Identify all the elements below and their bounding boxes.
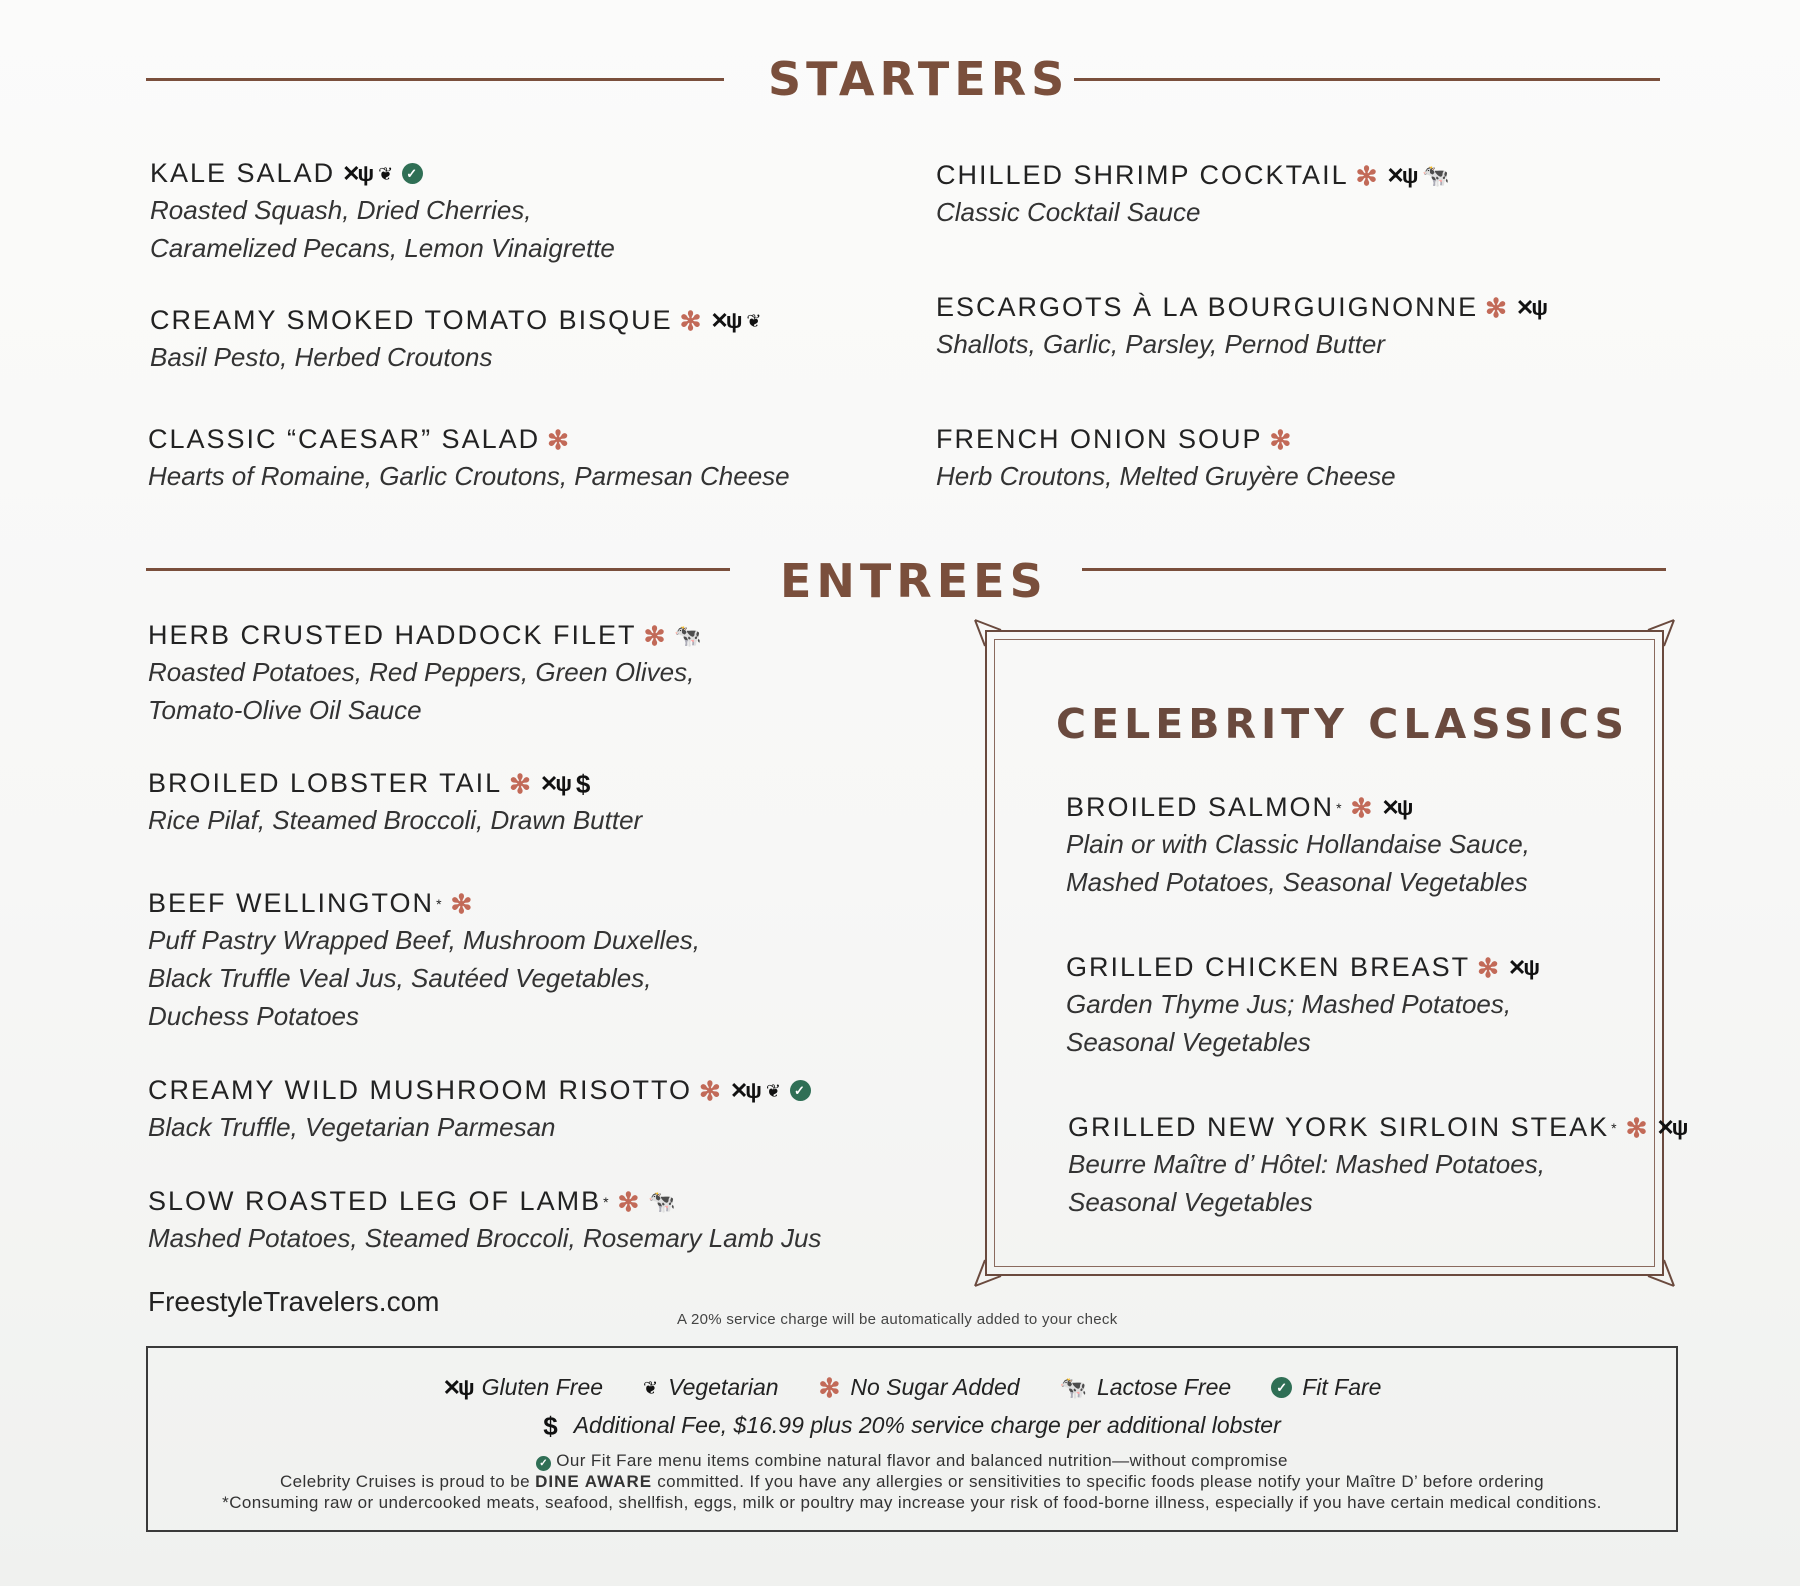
menu-item xyxy=(1066,792,1530,901)
starters-rule-right xyxy=(1074,78,1660,81)
corner-ornament xyxy=(973,618,1003,648)
dollar-icon: $ xyxy=(575,768,593,799)
no-sugar-icon: ✻ xyxy=(1350,792,1375,823)
item-desc: Tomato-Olive Oil Sauce xyxy=(148,695,422,725)
item-name: GRILLED NEW YORK SIRLOIN STEAK xyxy=(1068,1112,1610,1142)
menu-item xyxy=(148,1075,811,1146)
gluten-free-icon: ✕ψ xyxy=(1515,294,1545,320)
item-desc: Mashed Potatoes, Steamed Broccoli, Rosemary Lamb Jus xyxy=(148,1223,822,1253)
item-desc: Puff Pastry Wrapped Beef, Mushroom Duxelles, xyxy=(148,925,701,955)
classics-title: CELEBRITY CLASSICS xyxy=(1056,700,1630,748)
item-name: HERB CRUSTED HADDOCK FILET xyxy=(148,620,637,650)
cow-icon: 🐄 xyxy=(648,1188,678,1214)
gluten-free-icon: ✕ψ xyxy=(1386,162,1416,188)
item-desc: Beurre Maître d’ Hôtel: Mashed Potatoes, xyxy=(1068,1149,1545,1179)
leaf-icon: ❦ xyxy=(378,163,396,184)
item-name: CREAMY WILD MUSHROOM RISOTTO xyxy=(148,1075,693,1105)
menu-item xyxy=(936,160,1452,231)
menu-item xyxy=(148,620,704,729)
dine-aware-note xyxy=(148,1472,1676,1492)
corner-ornament xyxy=(1646,1258,1676,1288)
entrees-rule-right xyxy=(1082,568,1666,571)
no-sugar-icon: ✻ xyxy=(818,1372,841,1403)
menu-item xyxy=(148,1186,821,1257)
leaf-icon: ❦ xyxy=(643,1377,659,1398)
no-sugar-icon: ✻ xyxy=(547,424,571,455)
raw-marker: * xyxy=(1611,1119,1619,1136)
legend-vegetarian xyxy=(643,1374,779,1401)
item-name: BEEF WELLINGTON xyxy=(148,888,435,918)
item-name: FRENCH ONION SOUP xyxy=(936,424,1263,454)
legend-fee xyxy=(148,1412,1676,1439)
item-desc: Plain or with Classic Hollandaise Sauce, xyxy=(1066,829,1530,859)
dine-aware-logo: DINE AWARE xyxy=(535,1472,653,1491)
item-name: CREAMY SMOKED TOMATO BISQUE xyxy=(150,305,673,335)
item-desc: Black Truffle Veal Jus, Sautéed Vegetables, xyxy=(148,963,652,993)
item-desc: Mashed Potatoes, Seasonal Vegetables xyxy=(1066,867,1528,897)
entrees-rule-left xyxy=(146,568,730,571)
menu-item xyxy=(150,158,615,267)
legend-label: Gluten Free xyxy=(481,1374,604,1400)
item-desc: Duchess Potatoes xyxy=(148,1001,360,1031)
website-watermark: FreestyleTravelers.com xyxy=(148,1286,440,1317)
legend-lactose-free xyxy=(1060,1374,1232,1401)
item-name: SLOW ROASTED LEG OF LAMB xyxy=(148,1186,602,1216)
item-desc: Herb Croutons, Melted Gruyère Cheese xyxy=(936,461,1396,491)
dollar-icon: $ xyxy=(543,1410,558,1441)
gluten-free-icon: ✕ψ xyxy=(1381,794,1411,820)
item-desc: Seasonal Vegetables xyxy=(1068,1187,1313,1217)
item-desc: Seasonal Vegetables xyxy=(1066,1027,1311,1057)
corner-ornament xyxy=(973,1258,1003,1288)
legend-label: No Sugar Added xyxy=(850,1374,1020,1400)
item-name: KALE SALAD xyxy=(150,158,336,188)
item-desc: Roasted Potatoes, Red Peppers, Green Olives, xyxy=(148,657,695,687)
legend-label: Vegetarian xyxy=(668,1374,779,1400)
legend-label: Lactose Free xyxy=(1096,1374,1232,1400)
item-name: BROILED SALMON xyxy=(1066,792,1335,822)
starters-title: STARTERS xyxy=(768,52,1070,106)
no-sugar-icon: ✻ xyxy=(1269,424,1294,455)
leaf-icon: ❦ xyxy=(746,310,764,331)
no-sugar-icon: ✻ xyxy=(509,768,533,799)
gluten-free-icon: ✕ψ xyxy=(710,307,740,333)
legend-no-sugar xyxy=(819,1374,1020,1401)
item-name: CHILLED SHRIMP COCKTAIL xyxy=(936,160,1349,190)
fit-note-text: Our Fit Fare menu items combine natural flavor and balanced nutrition—without compromise xyxy=(556,1451,1288,1470)
item-name: ESCARGOTS À LA BOURGUIGNONNE xyxy=(936,292,1479,322)
no-sugar-icon: ✻ xyxy=(1355,160,1380,191)
item-desc: Roasted Squash, Dried Cherries, xyxy=(150,195,532,225)
raw-marker: * xyxy=(436,895,444,912)
raw-marker: * xyxy=(603,1193,611,1210)
starters-rule-left xyxy=(146,78,724,81)
fit-fare-icon: ✓ xyxy=(1271,1377,1292,1398)
menu-item xyxy=(1068,1112,1685,1221)
menu-item xyxy=(148,888,700,1035)
legend-gluten-free xyxy=(443,1374,603,1401)
item-name: GRILLED CHICKEN BREAST xyxy=(1066,952,1471,982)
corner-ornament xyxy=(1646,618,1676,648)
gluten-free-icon: ✕ψ xyxy=(1656,1114,1686,1140)
menu-item xyxy=(936,424,1396,495)
entrees-title: ENTREES xyxy=(780,554,1048,608)
no-sugar-icon: ✻ xyxy=(617,1186,642,1217)
raw-marker: * xyxy=(1336,799,1344,816)
dine-pre-text: Celebrity Cruises is proud to be xyxy=(280,1472,530,1491)
cow-icon: 🐄 xyxy=(1422,162,1452,188)
gluten-free-icon: ✕ψ xyxy=(1507,954,1537,980)
cow-icon: 🐄 xyxy=(1059,1374,1087,1400)
item-desc: Hearts of Romaine, Garlic Croutons, Parmesan Cheese xyxy=(148,461,790,491)
leaf-icon: ❦ xyxy=(765,1080,783,1101)
legend-label: Additional Fee, $16.99 plus 20% service charge per additional lobster xyxy=(573,1412,1281,1438)
item-name: CLASSIC “CAESAR” SALAD xyxy=(148,424,541,454)
legend-label: Fit Fare xyxy=(1302,1374,1382,1400)
no-sugar-icon: ✻ xyxy=(643,620,668,651)
item-desc: Basil Pesto, Herbed Croutons xyxy=(150,342,493,372)
no-sugar-icon: ✻ xyxy=(1485,292,1509,323)
service-charge-note: A 20% service charge will be automatically added to your check xyxy=(677,1311,1118,1328)
legend-fit-fare xyxy=(1271,1374,1381,1401)
item-desc: Classic Cocktail Sauce xyxy=(936,197,1201,227)
no-sugar-icon: ✻ xyxy=(450,888,475,919)
item-desc: Shallots, Garlic, Parsley, Pernod Butter xyxy=(936,329,1385,359)
fit-fare-note xyxy=(148,1451,1676,1471)
gluten-free-icon: ✕ψ xyxy=(539,770,569,796)
gluten-free-icon: ✕ψ xyxy=(342,160,372,186)
menu-item xyxy=(1066,952,1537,1061)
item-desc: Rice Pilaf, Steamed Broccoli, Drawn Butter xyxy=(148,805,643,835)
gluten-free-icon: ✕ψ xyxy=(442,1374,472,1400)
no-sugar-icon: ✻ xyxy=(679,305,704,336)
cow-icon: 🐄 xyxy=(674,622,704,648)
fit-fare-icon: ✓ xyxy=(402,163,423,184)
item-desc: Garden Thyme Jus; Mashed Potatoes, xyxy=(1066,989,1512,1019)
fit-fare-icon: ✓ xyxy=(536,1456,551,1471)
menu-item xyxy=(936,292,1545,363)
raw-food-warning: *Consuming raw or undercooked meats, seafood, shellfish, eggs, milk or poultry may increase your risk of food-borne illness, especially if you have certain medical conditions. xyxy=(222,1493,1602,1512)
fit-fare-icon: ✓ xyxy=(790,1080,811,1101)
dine-post-text: committed. If you have any allergies or sensitivities to specific foods please notify your Maître D’ before ordering xyxy=(657,1472,1544,1491)
no-sugar-icon: ✻ xyxy=(699,1075,723,1106)
item-desc: Caramelized Pecans, Lemon Vinaigrette xyxy=(150,233,615,263)
gluten-free-icon: ✕ψ xyxy=(729,1077,759,1103)
no-sugar-icon: ✻ xyxy=(1625,1112,1650,1143)
legend-row xyxy=(148,1374,1676,1401)
legend-box xyxy=(146,1346,1678,1532)
item-desc: Black Truffle, Vegetarian Parmesan xyxy=(148,1112,556,1142)
no-sugar-icon: ✻ xyxy=(1477,952,1501,983)
item-name: BROILED LOBSTER TAIL xyxy=(148,768,503,798)
menu-item xyxy=(150,305,764,376)
menu-item xyxy=(148,768,642,839)
menu-item xyxy=(148,424,790,495)
